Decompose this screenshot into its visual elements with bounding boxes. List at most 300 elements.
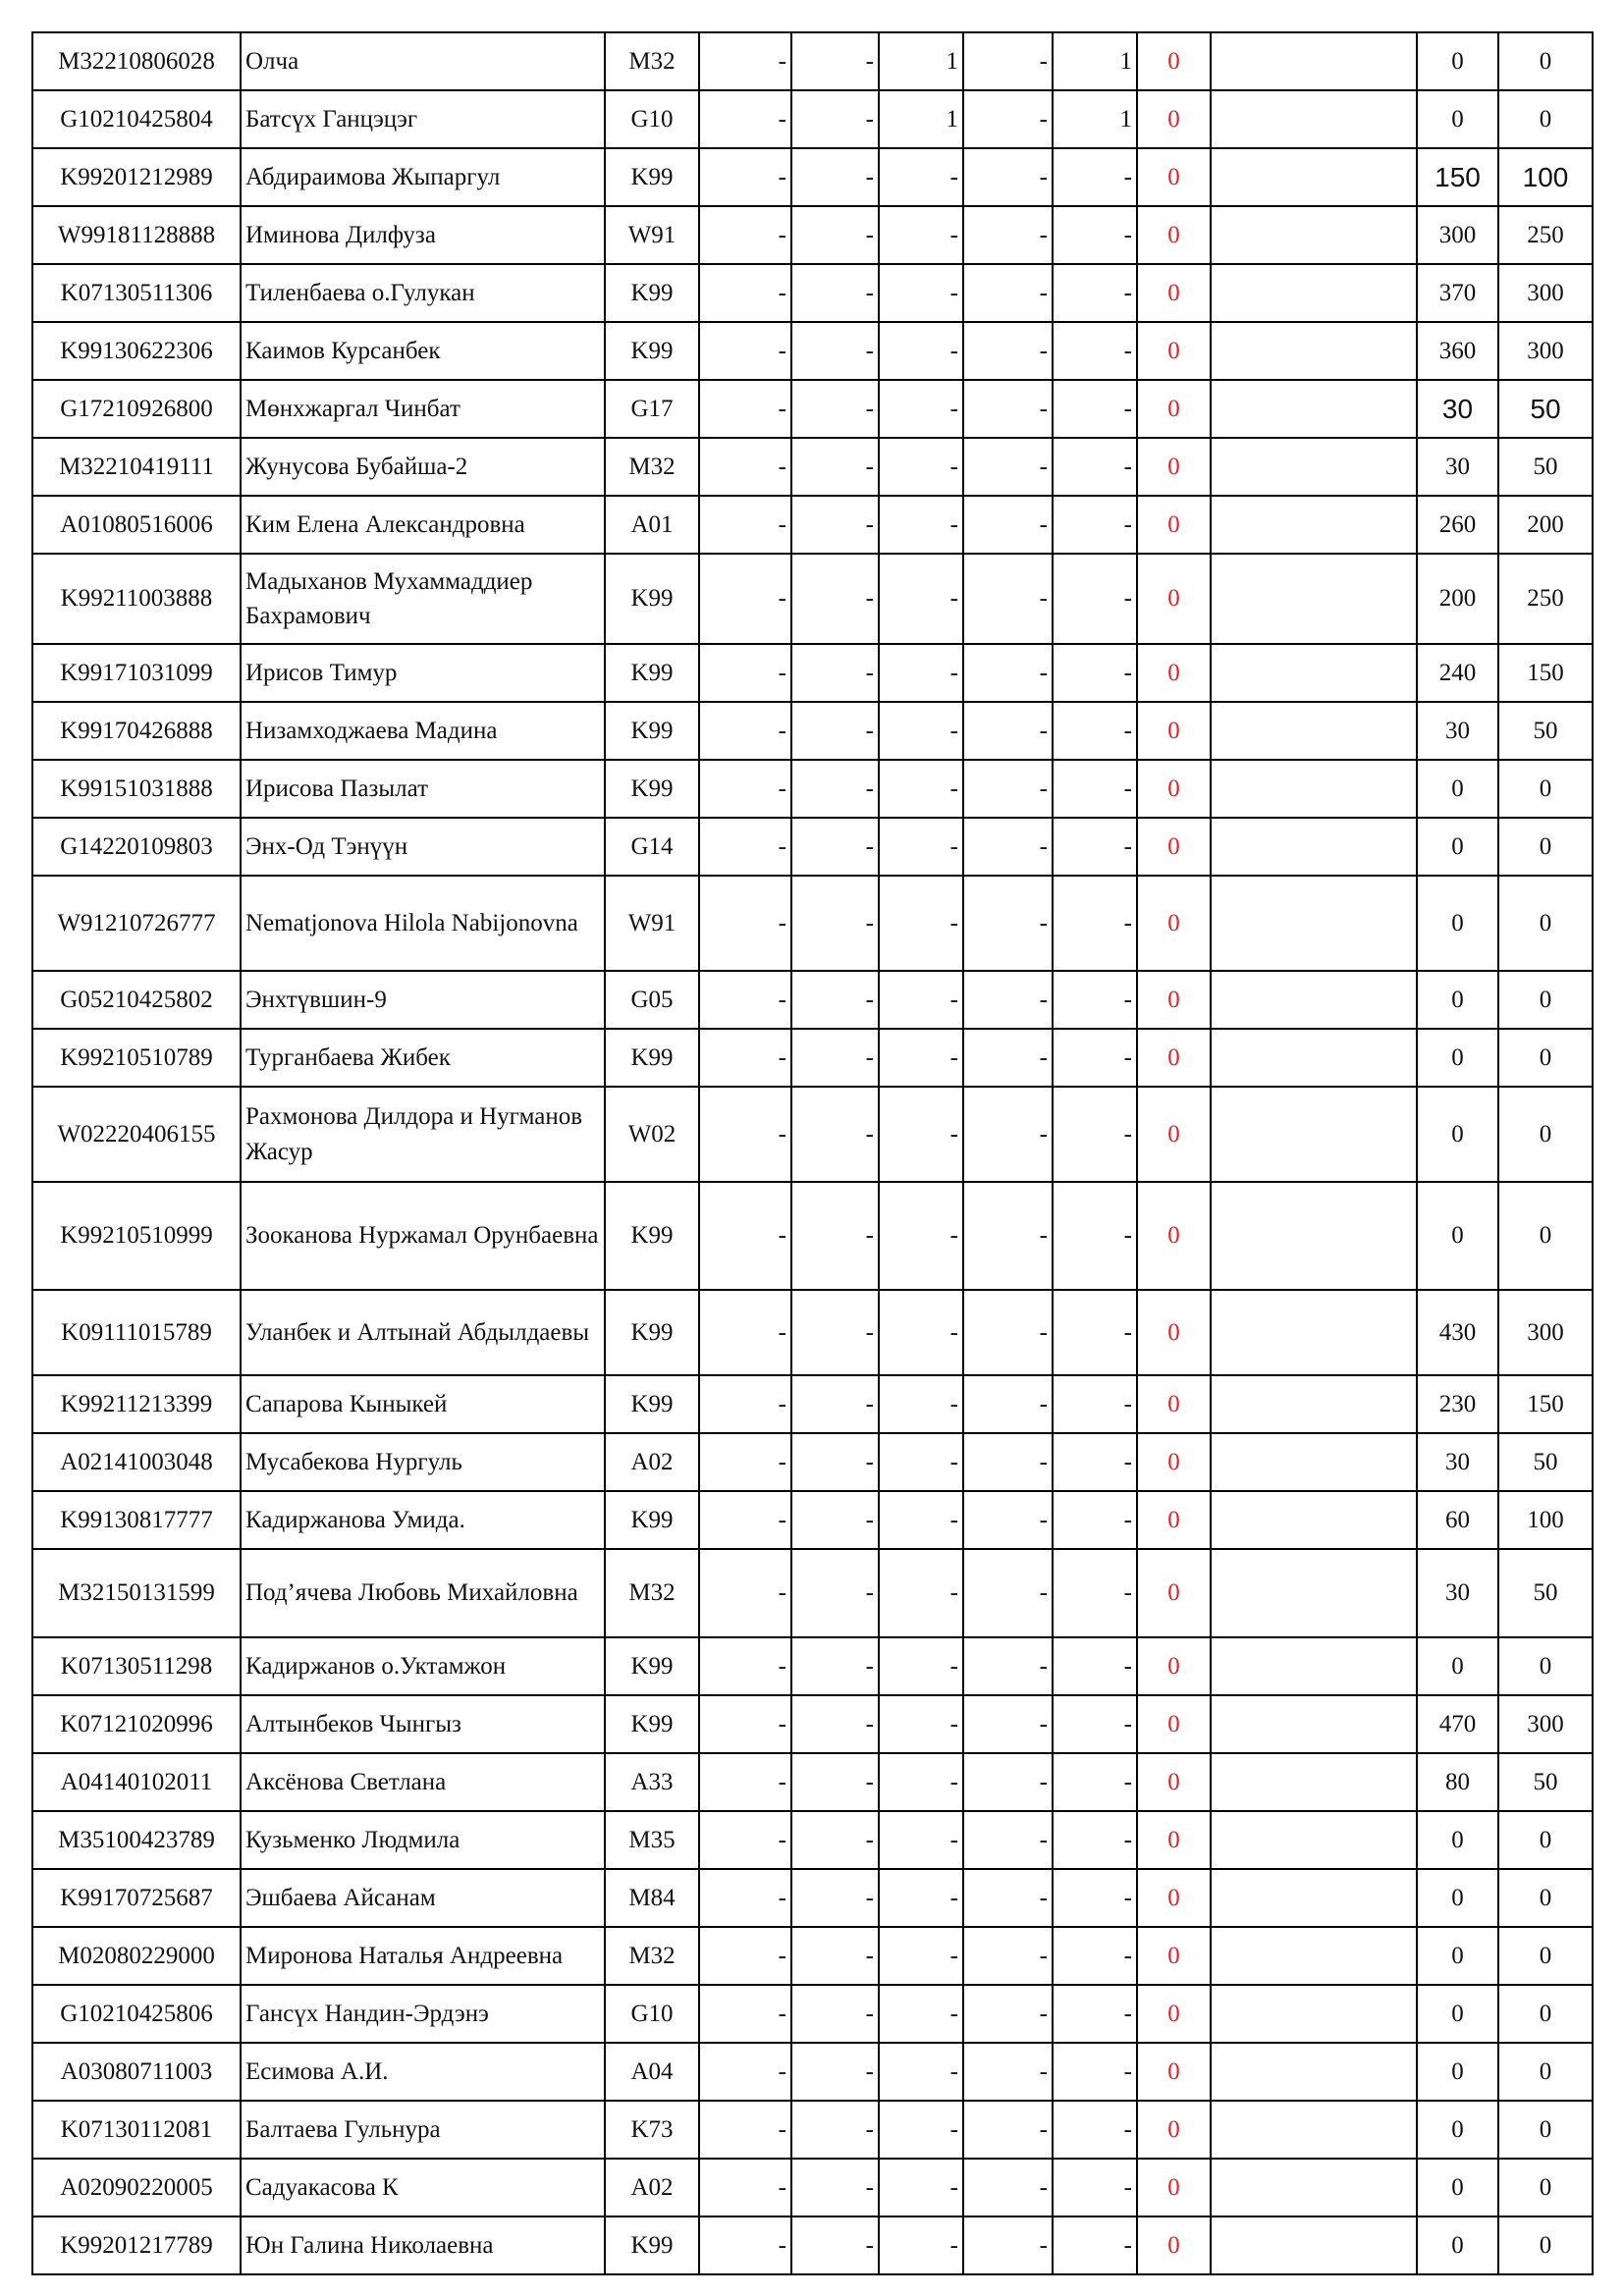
member-name-cell: Мадыханов Мухаммаддиер Бахрамович (241, 554, 605, 644)
value-cell-5: - (1053, 2043, 1137, 2101)
note-cell (1211, 1811, 1417, 1869)
amount-cell-1: 0 (1417, 1869, 1498, 1927)
member-code-cell: K07121020996 (32, 1695, 241, 1753)
note-cell (1211, 971, 1417, 1029)
value-cell-3: - (879, 438, 963, 496)
amount-cell-2: 0 (1498, 971, 1593, 1029)
value-cell-5: - (1053, 2216, 1137, 2274)
member-name-cell: Олча (241, 32, 605, 90)
value-cell-4: - (963, 1433, 1053, 1491)
amount-cell-1: 0 (1417, 1029, 1498, 1087)
amount-cell-1: 0 (1417, 1811, 1498, 1869)
value-cell-1: - (699, 971, 791, 1029)
table-row (32, 1753, 1593, 1811)
red-total-cell: 0 (1137, 2043, 1211, 2101)
member-name-cell: Сапарова Кыныкей (241, 1375, 605, 1433)
value-cell-2: - (791, 148, 879, 206)
value-cell-5: - (1053, 322, 1137, 380)
member-name-cell: Мөнхжаргал Чинбат (241, 380, 605, 438)
region-code-cell: K99 (605, 554, 699, 644)
amount-cell-1: 230 (1417, 1375, 1498, 1433)
table-row (32, 2159, 1593, 2216)
member-code-cell: M32150131599 (32, 1549, 241, 1637)
table-row (32, 438, 1593, 496)
value-cell-3: - (879, 1753, 963, 1811)
table-row (32, 1029, 1593, 1087)
value-cell-1: - (699, 322, 791, 380)
red-total-cell: 0 (1137, 760, 1211, 818)
amount-cell-1: 430 (1417, 1290, 1498, 1375)
region-code-cell: K99 (605, 148, 699, 206)
value-cell-3: - (879, 1029, 963, 1087)
member-name-cell: Nematjonova Hilola Nabijonovna (241, 876, 605, 971)
note-cell (1211, 322, 1417, 380)
value-cell-1: - (699, 1985, 791, 2043)
value-cell-2: - (791, 1290, 879, 1375)
value-cell-4: - (963, 1491, 1053, 1549)
member-code-cell: K99210510999 (32, 1182, 241, 1290)
member-code-cell: G10210425806 (32, 1985, 241, 2043)
amount-cell-2: 50 (1498, 1433, 1593, 1491)
value-cell-3: - (879, 496, 963, 554)
value-cell-1: - (699, 90, 791, 148)
member-name-cell: Есимова А.И. (241, 2043, 605, 2101)
value-cell-3: - (879, 702, 963, 760)
value-cell-2: - (791, 32, 879, 90)
note-cell (1211, 1753, 1417, 1811)
value-cell-2: - (791, 702, 879, 760)
value-cell-4: - (963, 2101, 1053, 2159)
amount-cell-1: 60 (1417, 1491, 1498, 1549)
note-cell (1211, 1491, 1417, 1549)
note-cell (1211, 264, 1417, 322)
value-cell-5: - (1053, 1695, 1137, 1753)
member-code-cell: G05210425802 (32, 971, 241, 1029)
table-row (32, 1290, 1593, 1375)
value-cell-1: - (699, 148, 791, 206)
value-cell-2: - (791, 2043, 879, 2101)
table-row (32, 1491, 1593, 1549)
table-row (32, 554, 1593, 644)
red-total-cell: 0 (1137, 32, 1211, 90)
note-cell (1211, 1433, 1417, 1491)
region-code-cell: W02 (605, 1087, 699, 1182)
value-cell-4: - (963, 148, 1053, 206)
note-cell (1211, 818, 1417, 876)
red-total-cell: 0 (1137, 380, 1211, 438)
value-cell-4: - (963, 496, 1053, 554)
value-cell-3: - (879, 971, 963, 1029)
value-cell-4: - (963, 32, 1053, 90)
value-cell-5: - (1053, 818, 1137, 876)
amount-cell-2: 0 (1498, 2043, 1593, 2101)
table-row (32, 1869, 1593, 1927)
value-cell-1: - (699, 1927, 791, 1985)
red-total-cell: 0 (1137, 554, 1211, 644)
member-code-cell: A01080516006 (32, 496, 241, 554)
red-total-cell: 0 (1137, 1029, 1211, 1087)
amount-cell-1: 30 (1417, 1549, 1498, 1637)
amount-cell-1: 300 (1417, 206, 1498, 264)
value-cell-5: - (1053, 380, 1137, 438)
note-cell (1211, 1549, 1417, 1637)
member-name-cell: Энх-Од Тэнүүн (241, 818, 605, 876)
value-cell-2: - (791, 1549, 879, 1637)
region-code-cell: A02 (605, 1433, 699, 1491)
value-cell-5: - (1053, 760, 1137, 818)
red-total-cell: 0 (1137, 90, 1211, 148)
table-row (32, 1549, 1593, 1637)
member-name-cell: Алтынбеков Чынгыз (241, 1695, 605, 1753)
value-cell-1: - (699, 1290, 791, 1375)
member-name-cell: Иминова Дилфуза (241, 206, 605, 264)
value-cell-5: - (1053, 876, 1137, 971)
table-row (32, 1433, 1593, 1491)
value-cell-2: - (791, 2159, 879, 2216)
note-cell (1211, 702, 1417, 760)
value-cell-4: - (963, 380, 1053, 438)
region-code-cell: W91 (605, 876, 699, 971)
value-cell-3: - (879, 2101, 963, 2159)
member-code-cell: K99210510789 (32, 1029, 241, 1087)
table-row (32, 2216, 1593, 2274)
member-name-cell: Мусабекова Нургуль (241, 1433, 605, 1491)
member-name-cell: Тиленбаева о.Гулукан (241, 264, 605, 322)
region-code-cell: K99 (605, 1695, 699, 1753)
table-row (32, 2101, 1593, 2159)
amount-cell-1: 0 (1417, 1637, 1498, 1695)
amount-cell-1: 0 (1417, 2101, 1498, 2159)
table-row (32, 2043, 1593, 2101)
member-name-cell: Юн Галина Николаевна (241, 2216, 605, 2274)
region-code-cell: K99 (605, 1290, 699, 1375)
red-total-cell: 0 (1137, 206, 1211, 264)
red-total-cell: 0 (1137, 1927, 1211, 1985)
value-cell-4: - (963, 438, 1053, 496)
value-cell-5: - (1053, 971, 1137, 1029)
value-cell-4: - (963, 1375, 1053, 1433)
value-cell-5: - (1053, 1433, 1137, 1491)
note-cell (1211, 1869, 1417, 1927)
member-table (31, 31, 1594, 2275)
value-cell-4: - (963, 1087, 1053, 1182)
amount-cell-1: 30 (1417, 438, 1498, 496)
value-cell-5: - (1053, 1927, 1137, 1985)
value-cell-1: - (699, 206, 791, 264)
value-cell-2: - (791, 438, 879, 496)
red-total-cell: 0 (1137, 1637, 1211, 1695)
value-cell-2: - (791, 2216, 879, 2274)
amount-cell-2: 0 (1498, 1811, 1593, 1869)
member-name-cell: Ирисова Пазылат (241, 760, 605, 818)
region-code-cell: K99 (605, 2216, 699, 2274)
value-cell-2: - (791, 2101, 879, 2159)
value-cell-2: - (791, 971, 879, 1029)
amount-cell-2: 0 (1498, 2216, 1593, 2274)
note-cell (1211, 2216, 1417, 2274)
value-cell-3: - (879, 1695, 963, 1753)
red-total-cell: 0 (1137, 496, 1211, 554)
amount-cell-2: 0 (1498, 876, 1593, 971)
red-total-cell: 0 (1137, 1695, 1211, 1753)
red-total-cell: 0 (1137, 2101, 1211, 2159)
table-row (32, 1637, 1593, 1695)
note-cell (1211, 876, 1417, 971)
member-code-cell: K99151031888 (32, 760, 241, 818)
region-code-cell: K99 (605, 644, 699, 702)
member-code-cell: W02220406155 (32, 1087, 241, 1182)
value-cell-2: - (791, 1927, 879, 1985)
value-cell-4: - (963, 702, 1053, 760)
member-code-cell: M02080229000 (32, 1927, 241, 1985)
amount-cell-2: 0 (1498, 1985, 1593, 2043)
region-code-cell: K73 (605, 2101, 699, 2159)
amount-cell-1: 0 (1417, 2159, 1498, 2216)
member-name-cell: Балтаева Гульнура (241, 2101, 605, 2159)
red-total-cell: 0 (1137, 2216, 1211, 2274)
amount-cell-2: 50 (1498, 702, 1593, 760)
value-cell-1: - (699, 2043, 791, 2101)
red-total-cell: 0 (1137, 876, 1211, 971)
amount-cell-1: 0 (1417, 971, 1498, 1029)
value-cell-2: - (791, 1753, 879, 1811)
member-name-cell: Турганбаева Жибек (241, 1029, 605, 1087)
amount-cell-2: 50 (1498, 380, 1593, 438)
region-code-cell: G17 (605, 380, 699, 438)
region-code-cell: W91 (605, 206, 699, 264)
table-row (32, 876, 1593, 971)
table-row (32, 206, 1593, 264)
table-row (32, 264, 1593, 322)
region-code-cell: A01 (605, 496, 699, 554)
value-cell-3: - (879, 1549, 963, 1637)
amount-cell-2: 0 (1498, 90, 1593, 148)
value-cell-1: - (699, 1375, 791, 1433)
region-code-cell: K99 (605, 264, 699, 322)
member-code-cell: M32210419111 (32, 438, 241, 496)
region-code-cell: M32 (605, 32, 699, 90)
member-code-cell: A02141003048 (32, 1433, 241, 1491)
note-cell (1211, 1029, 1417, 1087)
amount-cell-2: 100 (1498, 1491, 1593, 1549)
value-cell-4: - (963, 206, 1053, 264)
amount-cell-2: 300 (1498, 1695, 1593, 1753)
red-total-cell: 0 (1137, 1433, 1211, 1491)
value-cell-3: - (879, 1375, 963, 1433)
value-cell-2: - (791, 644, 879, 702)
value-cell-2: - (791, 1029, 879, 1087)
value-cell-1: - (699, 1637, 791, 1695)
value-cell-4: - (963, 1290, 1053, 1375)
amount-cell-2: 0 (1498, 1087, 1593, 1182)
red-total-cell: 0 (1137, 1290, 1211, 1375)
member-code-cell: K07130511298 (32, 1637, 241, 1695)
value-cell-2: - (791, 322, 879, 380)
note-cell (1211, 644, 1417, 702)
amount-cell-2: 200 (1498, 496, 1593, 554)
amount-cell-1: 0 (1417, 818, 1498, 876)
note-cell (1211, 438, 1417, 496)
amount-cell-1: 360 (1417, 322, 1498, 380)
member-code-cell: K99201217789 (32, 2216, 241, 2274)
member-name-cell: Гансүх Нандин-Эрдэнэ (241, 1985, 605, 2043)
value-cell-3: - (879, 1290, 963, 1375)
region-code-cell: M84 (605, 1869, 699, 1927)
amount-cell-2: 0 (1498, 1637, 1593, 1695)
member-name-cell: Ким Елена Александровна (241, 496, 605, 554)
value-cell-1: - (699, 1182, 791, 1290)
value-cell-3: - (879, 644, 963, 702)
member-name-cell: Абдираимова Жыпаргул (241, 148, 605, 206)
value-cell-3: - (879, 2159, 963, 2216)
note-cell (1211, 148, 1417, 206)
value-cell-5: - (1053, 1491, 1137, 1549)
value-cell-3: - (879, 264, 963, 322)
region-code-cell: M32 (605, 438, 699, 496)
value-cell-1: - (699, 554, 791, 644)
region-code-cell: M32 (605, 1927, 699, 1985)
amount-cell-2: 0 (1498, 2159, 1593, 2216)
value-cell-1: - (699, 1087, 791, 1182)
amount-cell-1: 30 (1417, 1433, 1498, 1491)
region-code-cell: G05 (605, 971, 699, 1029)
red-total-cell: 0 (1137, 1491, 1211, 1549)
member-name-cell: Зооканова Нуржамал Орунбаевна (241, 1182, 605, 1290)
value-cell-2: - (791, 1695, 879, 1753)
table-row (32, 1087, 1593, 1182)
value-cell-5: - (1053, 1029, 1137, 1087)
value-cell-4: - (963, 1637, 1053, 1695)
value-cell-4: - (963, 1029, 1053, 1087)
member-code-cell: G17210926800 (32, 380, 241, 438)
member-code-cell: K99130622306 (32, 322, 241, 380)
member-code-cell: W91210726777 (32, 876, 241, 971)
value-cell-1: - (699, 1695, 791, 1753)
member-code-cell: K99211213399 (32, 1375, 241, 1433)
note-cell (1211, 1637, 1417, 1695)
value-cell-2: - (791, 554, 879, 644)
value-cell-1: - (699, 760, 791, 818)
value-cell-2: - (791, 1985, 879, 2043)
value-cell-2: - (791, 264, 879, 322)
value-cell-4: - (963, 2043, 1053, 2101)
amount-cell-1: 80 (1417, 1753, 1498, 1811)
amount-cell-2: 0 (1498, 1029, 1593, 1087)
region-code-cell: A33 (605, 1753, 699, 1811)
amount-cell-2: 0 (1498, 760, 1593, 818)
table-row (32, 1985, 1593, 2043)
value-cell-4: - (963, 1695, 1053, 1753)
red-total-cell: 0 (1137, 148, 1211, 206)
amount-cell-2: 250 (1498, 554, 1593, 644)
member-code-cell: M32210806028 (32, 32, 241, 90)
value-cell-3: - (879, 322, 963, 380)
region-code-cell: K99 (605, 1182, 699, 1290)
value-cell-3: - (879, 760, 963, 818)
red-total-cell: 0 (1137, 438, 1211, 496)
table-row (32, 1695, 1593, 1753)
value-cell-2: - (791, 380, 879, 438)
red-total-cell: 0 (1137, 702, 1211, 760)
value-cell-2: - (791, 1811, 879, 1869)
value-cell-2: - (791, 818, 879, 876)
member-name-cell: Эшбаева Айсанам (241, 1869, 605, 1927)
note-cell (1211, 1087, 1417, 1182)
member-code-cell: K99171031099 (32, 644, 241, 702)
member-code-cell: A04140102011 (32, 1753, 241, 1811)
value-cell-5: - (1053, 2101, 1137, 2159)
member-code-cell: M35100423789 (32, 1811, 241, 1869)
member-code-cell: A03080711003 (32, 2043, 241, 2101)
note-cell (1211, 1375, 1417, 1433)
amount-cell-2: 300 (1498, 1290, 1593, 1375)
amount-cell-2: 50 (1498, 438, 1593, 496)
value-cell-1: - (699, 1869, 791, 1927)
red-total-cell: 0 (1137, 1375, 1211, 1433)
value-cell-1: - (699, 2101, 791, 2159)
region-code-cell: K99 (605, 1375, 699, 1433)
value-cell-3: - (879, 206, 963, 264)
region-code-cell: G10 (605, 90, 699, 148)
amount-cell-1: 240 (1417, 644, 1498, 702)
value-cell-3: - (879, 1637, 963, 1695)
value-cell-5: - (1053, 1985, 1137, 2043)
table-row (32, 818, 1593, 876)
value-cell-4: - (963, 554, 1053, 644)
amount-cell-1: 0 (1417, 1182, 1498, 1290)
red-total-cell: 0 (1137, 1985, 1211, 2043)
member-code-cell: K99211003888 (32, 554, 241, 644)
table-row (32, 322, 1593, 380)
value-cell-5: - (1053, 2159, 1137, 2216)
value-cell-3: - (879, 1491, 963, 1549)
value-cell-1: - (699, 2159, 791, 2216)
member-code-cell: K09111015789 (32, 1290, 241, 1375)
value-cell-3: - (879, 1087, 963, 1182)
member-name-cell: Жунусова Бубайша-2 (241, 438, 605, 496)
table-row (32, 644, 1593, 702)
value-cell-5: - (1053, 438, 1137, 496)
member-code-cell: K99170426888 (32, 702, 241, 760)
member-name-cell: Низамходжаева Мадина (241, 702, 605, 760)
amount-cell-1: 0 (1417, 2043, 1498, 2101)
amount-cell-2: 250 (1498, 206, 1593, 264)
table-row (32, 1811, 1593, 1869)
amount-cell-2: 0 (1498, 2101, 1593, 2159)
value-cell-1: - (699, 264, 791, 322)
value-cell-2: - (791, 876, 879, 971)
region-code-cell: M32 (605, 1549, 699, 1637)
value-cell-1: - (699, 1549, 791, 1637)
value-cell-4: - (963, 971, 1053, 1029)
table-row (32, 90, 1593, 148)
amount-cell-2: 0 (1498, 818, 1593, 876)
amount-cell-2: 150 (1498, 1375, 1593, 1433)
value-cell-1: - (699, 644, 791, 702)
note-cell (1211, 2043, 1417, 2101)
value-cell-3: - (879, 148, 963, 206)
value-cell-4: - (963, 760, 1053, 818)
amount-cell-2: 0 (1498, 32, 1593, 90)
value-cell-4: - (963, 2159, 1053, 2216)
table-row (32, 148, 1593, 206)
note-cell (1211, 1290, 1417, 1375)
value-cell-5: - (1053, 1811, 1137, 1869)
value-cell-3: 1 (879, 90, 963, 148)
table-row (32, 1182, 1593, 1290)
member-code-cell: K07130511306 (32, 264, 241, 322)
table-row (32, 1927, 1593, 1985)
